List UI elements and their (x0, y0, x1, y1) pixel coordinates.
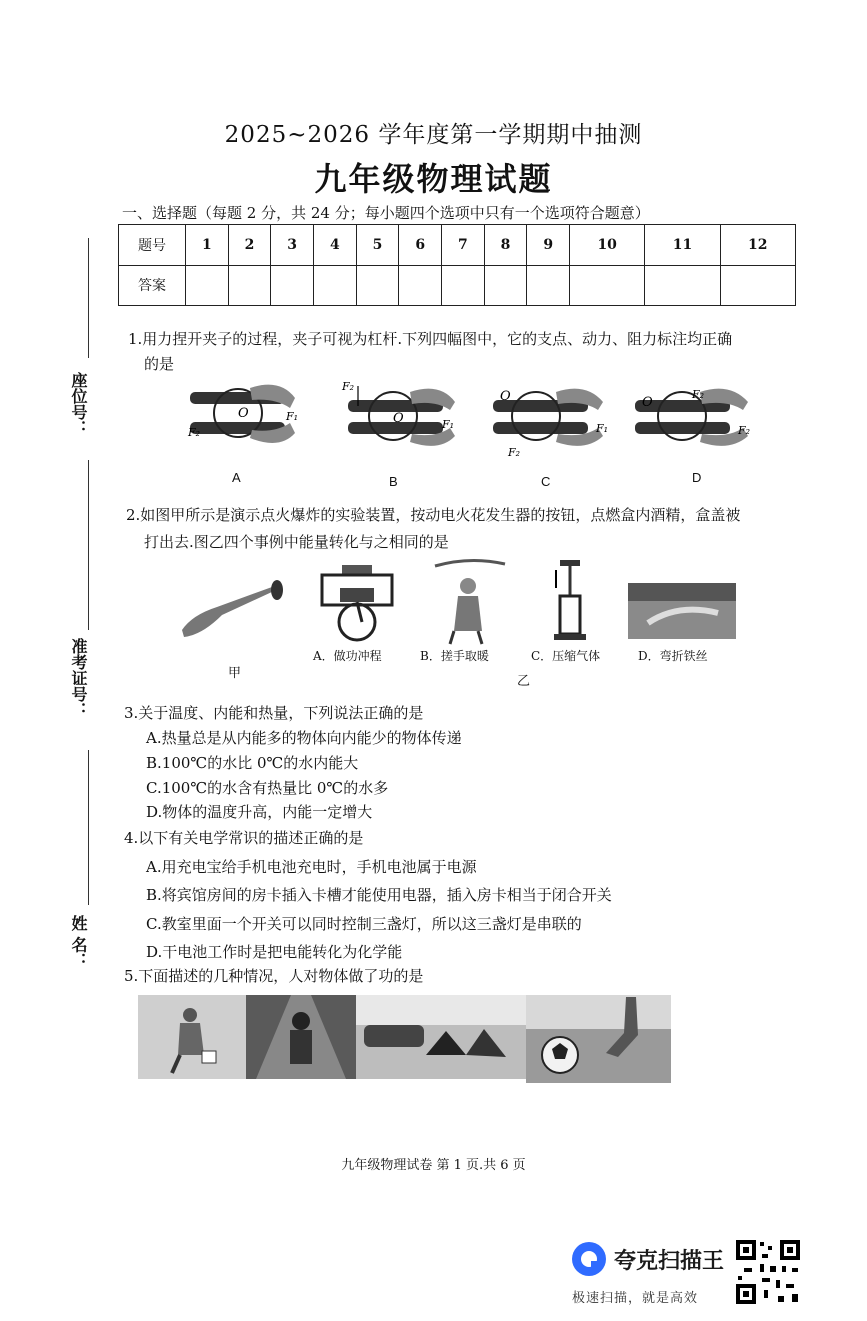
svg-text:F₂: F₂ (738, 424, 751, 437)
q3-option-a: A.热量总是从内能多的物体向内能少的物体传递 (146, 729, 462, 747)
q1-stem-line2: 的是 (144, 355, 175, 373)
q4-stem: 4.以下有关电学常识的描述正确的是 (124, 829, 364, 847)
q4-option-a: A.用充电宝给手机电池充电时，手机电池属于电源 (146, 858, 477, 876)
answer-cell[interactable] (720, 265, 795, 306)
svg-text:O: O (393, 411, 404, 426)
scanner-slogan: 极速扫描，就是高效 (572, 1290, 699, 1305)
q1-stem-line1: 1.用力捏开夹子的过程，夹子可视为杠杆.下列四幅图中，它的支点、动力、阻力标注均正确 (128, 330, 733, 348)
seat-number-label: 座位号： (69, 372, 88, 436)
answer-cell[interactable] (442, 265, 485, 306)
answer-cell[interactable] (228, 265, 271, 306)
q1-figure-b (338, 378, 458, 453)
q1-figure-a (180, 378, 300, 453)
table-number: 8 (484, 225, 527, 266)
svg-text:F₂: F₂ (508, 446, 521, 459)
exam-title-line2: 九年级物理试题 (314, 160, 553, 198)
svg-text:O: O (642, 395, 653, 410)
q2-figure-yi-label: 乙 (517, 673, 531, 688)
q2-caption-c: C．压缩气体 (531, 649, 601, 663)
table-number: 4 (314, 225, 357, 266)
svg-text:F₂: F₂ (188, 426, 201, 439)
q1-option-b-label: B (389, 474, 398, 489)
q2-figure-c-compress (548, 556, 593, 644)
answer-cell[interactable] (399, 265, 442, 306)
section1-heading: 一、选择题（每题 2 分，共 24 分；每小题四个选项中只有一个选项符合题意） (122, 204, 650, 222)
q2-caption-d: D．弯折铁丝 (638, 649, 708, 663)
table-number: 7 (442, 225, 485, 266)
margin-line (88, 460, 89, 630)
answer-cell[interactable] (645, 265, 720, 306)
table-number: 10 (570, 225, 645, 266)
scanner-logo-icon (570, 1240, 608, 1278)
q2-stem-line1: 2.如图甲所示是演示点火爆炸的实验装置，按动电火花发生器的按钮，点燃盒内酒精，盒盖被 (126, 506, 741, 524)
answer-cell[interactable] (186, 265, 229, 306)
q1-figure-d (630, 378, 755, 453)
table-label-answer: 答案 (119, 265, 186, 306)
answer-cell[interactable] (356, 265, 399, 306)
q2-figure-jia (172, 575, 292, 645)
table-number: 5 (356, 225, 399, 266)
q2-caption-a: A．做功冲程 (313, 649, 382, 663)
q2-figure-d-bending (628, 583, 736, 639)
q3-option-c: C.100℃的水含有热量比 0℃的水多 (146, 779, 389, 797)
q2-caption-b: B．搓手取暖 (420, 649, 489, 663)
answer-cell[interactable] (527, 265, 570, 306)
q1-figure-c (488, 378, 608, 468)
q1-option-c-label: C (541, 474, 551, 489)
answer-table (118, 224, 796, 306)
q2-stem-line2: 打出去.图乙四个事例中能量转化与之相同的是 (144, 533, 449, 551)
q4-option-c: C.教室里面一个开关可以同时控制三盏灯，所以这三盏灯是串联的 (146, 915, 582, 933)
table-number: 2 (228, 225, 271, 266)
margin-line (88, 750, 89, 905)
q3-stem: 3.关于温度、内能和热量，下列说法正确的是 (124, 704, 424, 722)
svg-text:F₁: F₁ (442, 418, 455, 431)
qr-code-icon[interactable] (734, 1238, 802, 1306)
table-number: 3 (271, 225, 314, 266)
margin-line (88, 238, 89, 358)
q2-figure-jia-label: 甲 (228, 665, 242, 680)
answer-table-answer-row (119, 265, 796, 306)
q5-stem: 5.下面描述的几种情况，人对物体做了功的是 (124, 967, 424, 985)
answer-cell[interactable] (314, 265, 357, 306)
answer-table-number-row (119, 225, 796, 266)
table-number: 6 (399, 225, 442, 266)
table-number: 1 (186, 225, 229, 266)
svg-text:O: O (238, 406, 249, 421)
q3-option-b: B.100℃的水比 0℃的水内能大 (146, 754, 359, 772)
q5-figure-a-lifting-box (138, 995, 246, 1079)
answer-cell[interactable] (570, 265, 645, 306)
scanner-brand: 夸克扫描王 (614, 1248, 725, 1273)
q4-option-d: D.干电池工作时是把电能转化为化学能 (146, 943, 403, 961)
svg-text:F₁: F₁ (286, 410, 299, 423)
q4-option-b: B.将宾馆房间的房卡插入卡槽才能使用电器，插入房卡相当于闭合开关 (146, 886, 612, 904)
q5-figure-d-kicking-ball (526, 995, 671, 1083)
table-number: 9 (527, 225, 570, 266)
svg-text:F₁: F₁ (596, 422, 608, 435)
svg-text:O: O (500, 389, 511, 404)
q3-option-d: D.物体的温度升高，内能一定增大 (146, 803, 373, 821)
exam-number-label: 准考证号： (69, 638, 88, 718)
q5-figure-b-escalator (246, 995, 356, 1079)
exam-title-line1: 2025~2026 学年度第一学期期中抽测 (224, 122, 643, 148)
answer-cell[interactable] (271, 265, 314, 306)
name-label: 姓 名： (69, 915, 88, 969)
q1-option-d-label: D (692, 470, 702, 485)
page-footer: 九年级物理试卷 第 1 页.共 6 页 (341, 1158, 526, 1173)
svg-text:F₂: F₂ (342, 380, 355, 393)
table-number: 12 (720, 225, 795, 266)
answer-cell[interactable] (484, 265, 527, 306)
q1-option-a-label: A (232, 470, 241, 485)
q2-figure-b-rubbing (430, 556, 510, 646)
q5-figure-c-pushing-car (356, 995, 526, 1079)
svg-text:F₂: F₂ (692, 388, 705, 401)
table-label-number: 题号 (119, 225, 186, 266)
table-number: 11 (645, 225, 720, 266)
q2-figure-a-engine (312, 560, 407, 645)
